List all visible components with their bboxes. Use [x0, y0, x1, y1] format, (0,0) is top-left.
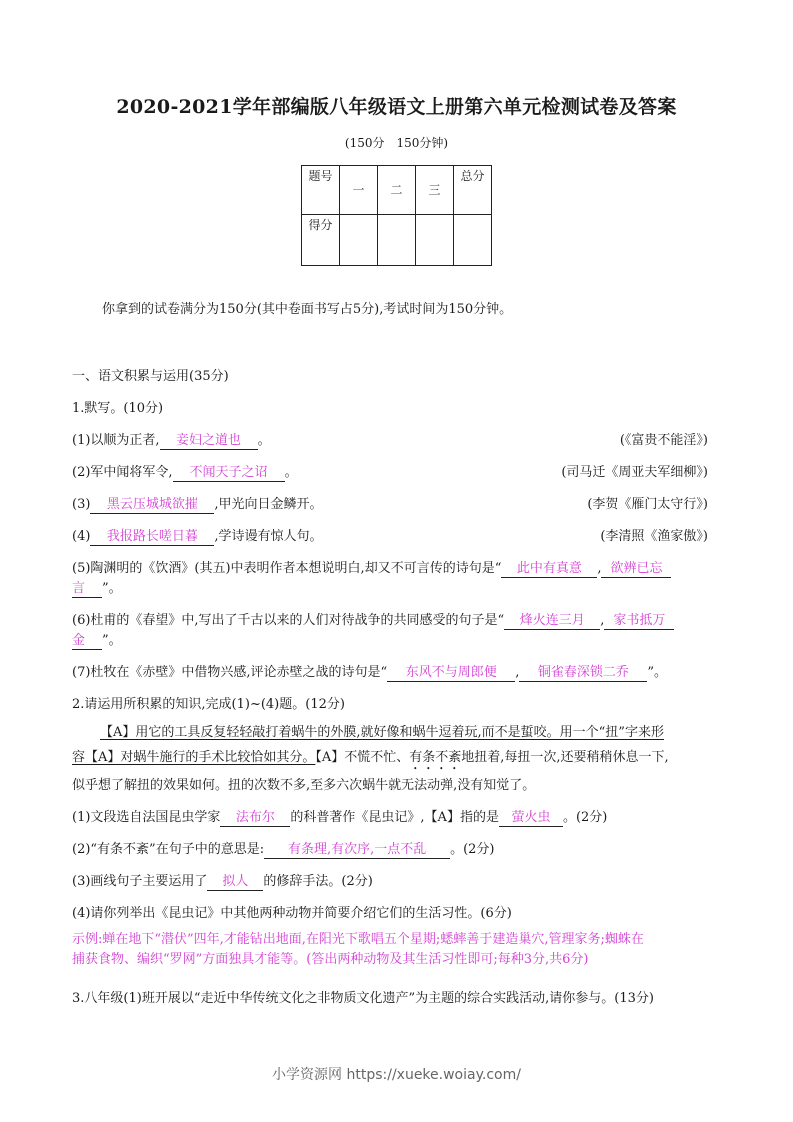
q1-item-6 [72, 609, 674, 630]
item-suffix: ,甲光向日金鳞开。 [214, 497, 323, 512]
score-header-3: 三 [416, 166, 454, 215]
item-prefix: (4) [72, 529, 91, 544]
answer-blank: 欲辨已忘 [601, 561, 671, 578]
q1-item-1-source: (《富贵不能淫》) [619, 433, 708, 448]
intro-text: 你拿到的试卷满分为150分(其中卷面书写占5分),考试时间为150分钟。 [102, 302, 513, 317]
passage-emphasis: 有条不紊 [409, 750, 462, 765]
score-header-label: 题号 [302, 166, 340, 215]
q1-item-1 [72, 429, 271, 450]
question-2-title: 2.请运用所积累的知识,完成(1)~(4)题。(12分) [72, 697, 345, 712]
answer-blank: 拟人 [207, 874, 263, 891]
item-suffix: ”。 [647, 665, 667, 680]
separator: , [597, 561, 602, 576]
answer-line-1: 示例:蝉在地下“潜伏”四年,才能钻出地面,在阳光下歌唱五个星期;蟋蟀善于建造巢穴,管理家务;蜘蛛在 [72, 932, 644, 947]
document-title: 2020-2021学年部编版八年级语文上册第六单元检测试卷及答案 [116, 96, 677, 118]
answer-blank: 烽火连三月 [504, 613, 600, 630]
answer-blank: 黑云压城城欲摧 [90, 497, 214, 514]
q2-passage [72, 720, 722, 798]
score-table [301, 165, 492, 266]
q1-item-5-cont [72, 577, 122, 598]
item-suffix: ”。 [102, 581, 122, 596]
document-subtitle: (150分 150分钟) [344, 136, 449, 150]
answer-blank: 此中有真意 [501, 561, 597, 578]
item-prefix: (7)杜牧在《赤壁》中借物兴感,评论赤壁之战的诗句是“ [72, 665, 388, 680]
item-suffix: 。 [284, 465, 298, 480]
answer-blank: 妾妇之道也 [160, 433, 258, 450]
separator: , [515, 665, 520, 680]
item-prefix: (3)画线句子主要运用了 [72, 874, 208, 889]
answer-line-2: 捕获食物、编织“罗网”方面独具才能等。(答出两种动物及其生活习性即可;每种3分,共6分) [72, 952, 589, 967]
item-prefix: (1)文段选自法国昆虫学家 [72, 810, 221, 825]
item-prefix: (6)杜甫的《春望》中,写出了千古以来的人们对待战争的共同感受的句子是“ [72, 613, 505, 628]
q1-item-7 [72, 661, 667, 682]
score-header-total: 总分 [454, 166, 492, 215]
q2-sub-2 [72, 838, 495, 859]
q1-item-2 [72, 461, 298, 482]
item-suffix: ”。 [102, 633, 122, 648]
answer-blank: 有条理,有次序,一点不乱 [264, 842, 450, 859]
answer-blank: 金 [72, 633, 102, 650]
item-prefix: (2)军中闻将军令, [72, 465, 173, 480]
answer-blank: 我报路长嗟日暮 [90, 529, 214, 546]
q1-item-5 [72, 557, 671, 578]
score-header-1: 一 [340, 166, 378, 215]
answer-blank: 不闻天子之诏 [173, 465, 285, 482]
score-row-label: 得分 [302, 215, 340, 266]
q1-item-6-cont [72, 629, 122, 650]
item-suffix: ,学诗谩有惊人句。 [214, 529, 323, 544]
item-prefix: (3) [72, 497, 91, 512]
item-suffix: 。(2分) [450, 842, 495, 857]
answer-blank: 铜雀春深锁二乔 [519, 665, 647, 682]
question-1-title: 1.默写。(10分) [72, 401, 164, 416]
q1-item-3 [72, 493, 323, 514]
score-cell[interactable] [340, 215, 378, 266]
q2-sub-4-answer [72, 930, 722, 970]
item-prefix: (5)陶渊明的《饮酒》(其五)中表明作者本想说明白,却又不可言传的诗句是“ [72, 561, 502, 576]
score-cell[interactable] [416, 215, 454, 266]
item-prefix: (2)“有条不紊”在句子中的意思是: [72, 842, 265, 857]
score-cell[interactable] [454, 215, 492, 266]
q1-item-4-source: (李清照《渔家傲》) [600, 529, 708, 544]
passage-underlined-2: 容【A】对蜗牛施行的手术比较恰如其分。 [72, 750, 316, 765]
answer-blank: 言 [72, 581, 102, 598]
score-cell[interactable] [378, 215, 416, 266]
footer-watermark: 小学资源网 https://xueke.woiay.com/ [272, 1067, 521, 1083]
score-header-2: 二 [378, 166, 416, 215]
q1-item-2-source: (司马迁《周亚夫军细柳》) [561, 465, 708, 480]
passage-text: 【A】不慌不忙、 [315, 750, 410, 765]
answer-blank: 家书抵万 [604, 613, 674, 630]
item-prefix: (1)以顺为正者, [72, 433, 160, 448]
question-3-title: 3.八年级(1)班开展以“走近中华传统文化之非物质文化遗产”为主题的综合实践活动,请你参与。(13分) [72, 991, 654, 1006]
item-suffix: 。 [257, 433, 271, 448]
q2-sub-1 [72, 806, 607, 827]
q1-item-4 [72, 525, 323, 546]
answer-blank: 法布尔 [220, 810, 290, 827]
item-suffix: 。(2分) [562, 810, 608, 825]
passage-line-3: 似乎想了解扭的效果如何。扭的次数不多,至多六次蜗牛就无法动弹,没有知觉了。 [72, 778, 536, 793]
passage-underlined-1: 【A】用它的工具反复轻轻敲打着蜗牛的外膜,就好像和蜗牛逗着玩,而不是蜇咬。用一个“扭”字来形 [100, 725, 664, 740]
passage-text: 地扭着,每扭一次,还要稍稍休息一下, [461, 750, 669, 765]
item-suffix: 的修辞手法。(2分) [263, 874, 373, 889]
answer-blank: 萤火虫 [499, 810, 563, 827]
q2-sub-4: (4)请你列举出《昆虫记》中其他两种动物并简要介绍它们的生活习性。(6分) [72, 906, 512, 921]
q2-sub-3 [72, 870, 373, 891]
item-middle: 的科普著作《昆虫记》,【A】指的是 [290, 810, 499, 825]
section-1-heading: 一、语文积累与运用(35分) [72, 369, 229, 384]
q1-item-3-source: (李贺《雁门太守行》) [587, 497, 708, 512]
separator: , [600, 613, 605, 628]
answer-blank: 东风不与周郎便 [387, 665, 515, 682]
